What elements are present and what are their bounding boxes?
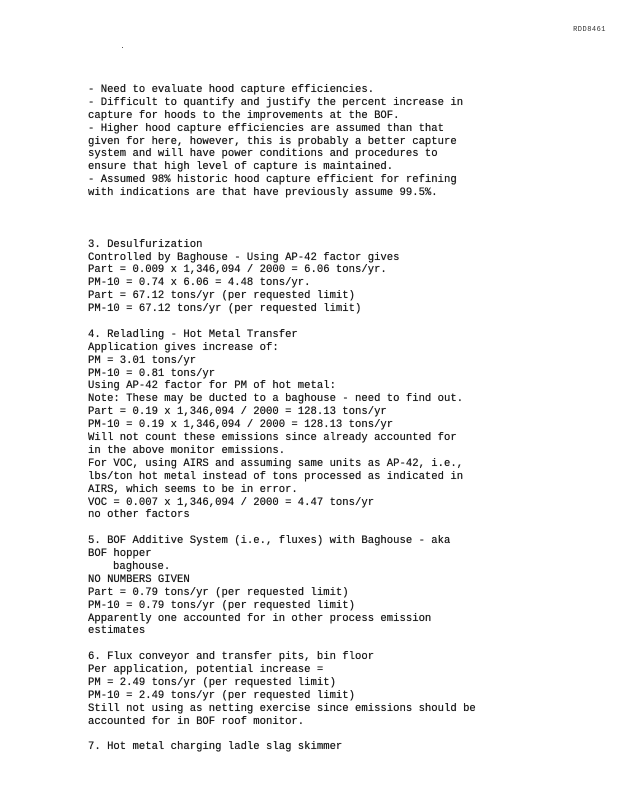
bullet-line: ensure that high level of capture is maintained.: [88, 161, 394, 174]
bullet-line: - Difficult to quantify and justify the percent increase in: [88, 96, 464, 109]
document-id: RDD8461: [573, 26, 606, 34]
bullet-line: - Need to evaluate hood capture efficiencies.: [88, 84, 375, 96]
section-5-line: Apparently one accounted for in other process emission: [88, 612, 432, 625]
scan-speck: [122, 47, 123, 48]
section-4-line: PM-10 = 0.81 tons/yr: [88, 367, 216, 380]
document-body: [88, 84, 608, 754]
section-4-line: Application gives increase of:: [88, 341, 279, 354]
section-3-line: PM-10 = 0.74 x 6.06 = 4.48 tons/yr.: [88, 277, 311, 290]
section-4-heading: 4. Reladling - Hot Metal Transfer: [88, 328, 298, 341]
section-5-line: estimates: [88, 625, 146, 638]
section-4-line: Using AP-42 factor for PM of hot metal:: [88, 380, 336, 393]
bullet-line: capture for hoods to the improvements at the BOF.: [88, 109, 400, 122]
section-4-line: Will not count these emissions since already accounted for: [88, 432, 457, 445]
section-5-heading-cont: baghouse.: [113, 560, 171, 573]
section-5-line: NO NUMBERS GIVEN: [88, 573, 190, 586]
bullet-line: - Higher hood capture efficiencies are assumed than that: [88, 122, 445, 135]
section-4-line: in the above monitor emissions.: [88, 444, 286, 457]
bullet-line: given for here, however, this is probably a better capture: [88, 135, 457, 148]
section-6-line: Per application, potential increase =: [88, 664, 324, 677]
section-3-line: PM-10 = 67.12 tons/yr (per requested limit): [88, 303, 362, 316]
bullet-line: - Assumed 98% historic hood capture efficient for refining: [88, 174, 457, 187]
section-5-heading-cont: BOF hopper: [88, 548, 152, 561]
section-4-line: AIRS, which seems to be in error.: [88, 483, 298, 496]
section-4-line: For VOC, using AIRS and assuming same units as AP-42, i.e.,: [88, 457, 464, 470]
section-7-heading: 7. Hot metal charging ladle slag skimmer: [88, 741, 343, 754]
section-6-heading: 6. Flux conveyor and transfer pits, bin floor: [88, 651, 375, 664]
section-6-line: accounted for in BOF roof monitor.: [88, 715, 305, 728]
bullet-line: system and will have power conditions and procedures to: [88, 148, 438, 161]
section-3-line: Part = 0.009 x 1,346,094 / 2000 = 6.06 tons/yr.: [88, 264, 387, 277]
section-4-line: lbs/ton hot metal instead of tons processed as indicated in: [88, 470, 464, 483]
section-4-line: PM = 3.01 tons/yr: [88, 354, 197, 367]
section-6-line: Still not using as netting exercise since emissions should be: [88, 702, 476, 715]
section-3-heading: 3. Desulfurization: [88, 238, 203, 251]
section-6-line: PM-10 = 2.49 tons/yr (per requested limit): [88, 689, 356, 702]
section-4-line: PM-10 = 0.19 x 1,346,094 / 2000 = 128.13 tons/yr: [88, 419, 394, 432]
section-4-line: Part = 0.19 x 1,346,094 / 2000 = 128.13 tons/yr: [88, 406, 387, 419]
section-4-line: VOC = 0.007 x 1,346,094 / 2000 = 4.47 tons/yr: [88, 496, 375, 509]
section-4-line: Note: These may be ducted to a baghouse - need to find out.: [88, 393, 464, 406]
section-5-line: PM-10 = 0.79 tons/yr (per requested limit): [88, 599, 356, 612]
section-6-line: PM = 2.49 tons/yr (per requested limit): [88, 676, 336, 689]
section-3-line: Part = 67.12 tons/yr (per requested limit): [88, 290, 356, 303]
section-5-heading: 5. BOF Additive System (i.e., fluxes) with Baghouse - aka: [88, 535, 451, 548]
section-4-line: no other factors: [88, 509, 190, 522]
section-3-line: Controlled by Baghouse - Using AP-42 factor gives: [88, 251, 400, 264]
bullet-line: with indications are that have previously assume 99.5%.: [88, 187, 438, 200]
section-5-line: Part = 0.79 tons/yr (per requested limit): [88, 586, 349, 599]
